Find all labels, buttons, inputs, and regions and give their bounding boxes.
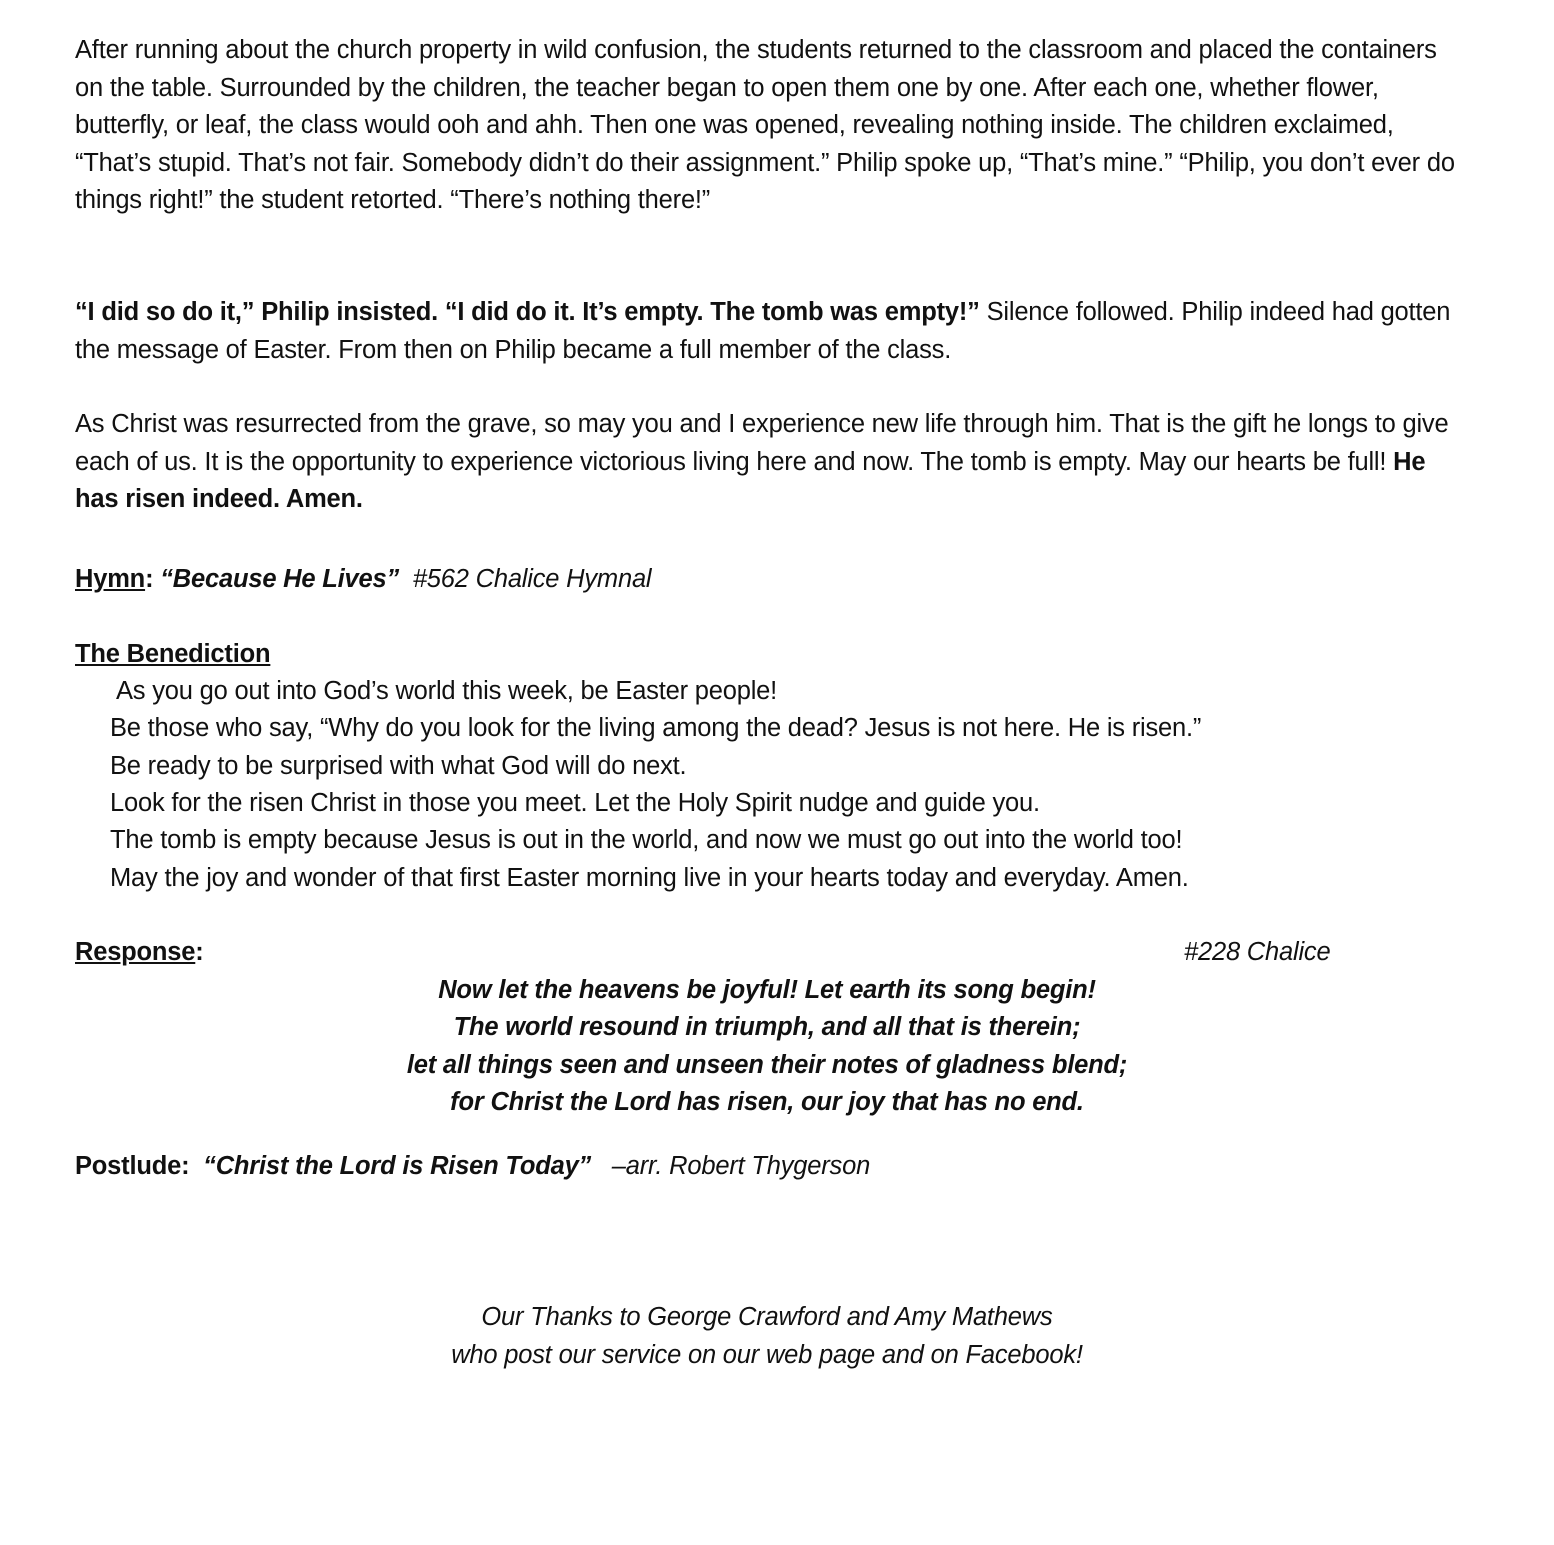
hymn-reference: #562 Chalice Hymnal bbox=[412, 565, 652, 593]
response-reference: #228 Chalice bbox=[1184, 938, 1331, 966]
hymn-line bbox=[75, 561, 651, 599]
philip-quote: “I did so do it,” Philip insisted. “I did do it. It’s empty. The tomb was empty!” bbox=[75, 298, 980, 326]
thanks-line-1: Our Thanks to George Crawford and Amy Mathews bbox=[481, 1303, 1053, 1331]
hymn-label: Hymn bbox=[75, 565, 146, 593]
postlude-label: Postlude: bbox=[75, 1152, 190, 1180]
response-verse-line: let all things seen and unseen their notes of gladness blend; bbox=[406, 1051, 1128, 1079]
benediction-line: Be ready to be surprised with what God will do next. bbox=[110, 752, 687, 780]
response-verse-line: Now let the heavens be joyful! Let earth its song begin! bbox=[438, 976, 1096, 1004]
response-colon: : bbox=[195, 938, 204, 966]
thanks-line-2: who post our service on our web page and on Facebook! bbox=[451, 1341, 1083, 1369]
story-paragraph-2-rest: Silence followed. Philip indeed had gotten the message of Easter. From then on Philip became a full member of the class. bbox=[75, 298, 1451, 364]
response-label: Response bbox=[75, 938, 196, 966]
benediction-line: The tomb is empty because Jesus is out in the world, and now we must go out into the world too! bbox=[110, 826, 1183, 854]
response-verse-line: for Christ the Lord has risen, our joy that has no end. bbox=[450, 1088, 1084, 1116]
story-paragraph-3-text: As Christ was resurrected from the grave, so may you and I experience new life through him. That is the gift he longs to give each of us. It is the opportunity to experience victorious living here and now. The tomb is empty. May our hearts be full! bbox=[75, 410, 1449, 476]
postlude-line bbox=[75, 1148, 870, 1186]
benediction-heading: The Benediction bbox=[75, 640, 271, 668]
story-paragraph-3 bbox=[75, 406, 1465, 519]
risen-indeed: He has risen indeed. Amen. bbox=[75, 447, 1426, 513]
benediction-line: Be those who say, “Why do you look for the living among the dead? Jesus is not here. He is risen.” bbox=[110, 714, 1202, 742]
response-heading bbox=[75, 934, 204, 972]
benediction-line: May the joy and wonder of that first Easter morning live in your hearts today and everyday. Amen. bbox=[110, 864, 1189, 892]
response-verse-line: The world resound in triumph, and all that is therein; bbox=[453, 1013, 1081, 1041]
benediction-line: As you go out into God’s world this week, be Easter people! bbox=[116, 677, 778, 705]
postlude-arranger: –arr. Robert Thygerson bbox=[611, 1152, 871, 1180]
story-paragraph-2 bbox=[75, 294, 1465, 369]
benediction-line: Look for the risen Christ in those you meet. Let the Holy Spirit nudge and guide you. bbox=[110, 789, 1040, 817]
hymn-title: “Because He Lives” bbox=[160, 565, 400, 593]
story-paragraph-1: After running about the church property in wild confusion, the students returned to the classroom and placed the containers on the table. Surrounded by the children, the teacher began to open them one by one. After each one, whether flower, butterfly, or leaf, the class would ooh and ahh. Then one was opened, revealing nothing inside. The children exclaimed, “That’s stupid. That’s not fair. Somebody didn’t do their assignment.” Philip spoke up, “That’s mine.” “Philip, you don’t ever do things right!” the student retorted. “There’s nothing there!” bbox=[75, 36, 1455, 214]
hymn-colon: : bbox=[145, 565, 154, 593]
postlude-title: “Christ the Lord is Risen Today” bbox=[203, 1152, 592, 1180]
